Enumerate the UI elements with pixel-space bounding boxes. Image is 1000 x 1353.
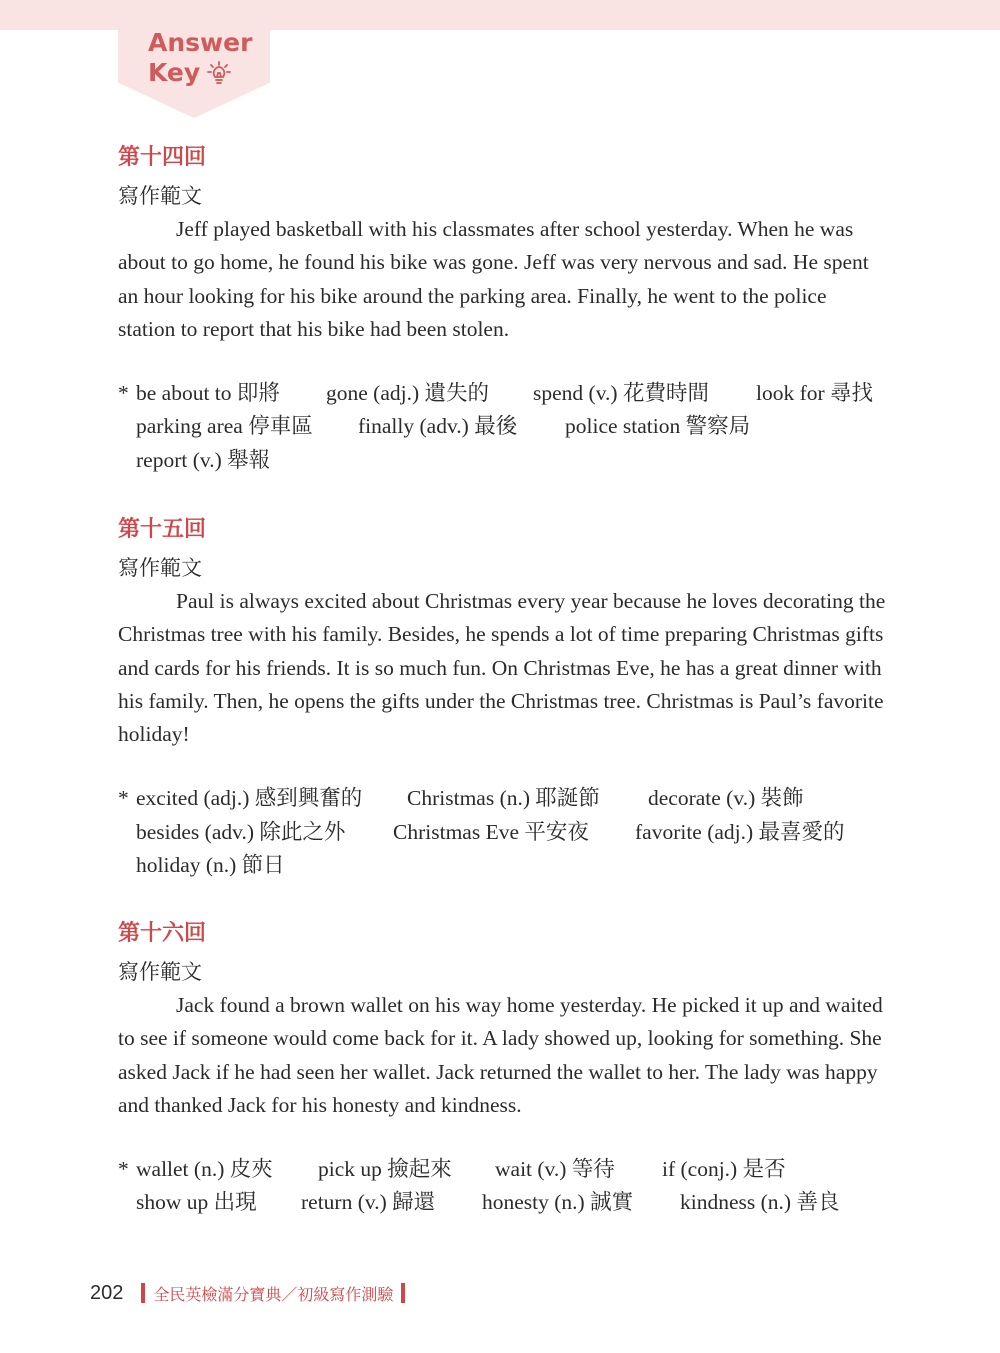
vocab-item: police station 警察局	[565, 414, 751, 439]
bullet-star: *	[118, 786, 129, 811]
vocab-item: look for 尋找	[756, 381, 874, 406]
section-title: 第十六回	[118, 921, 207, 946]
model-essay: Jack found a brown wallet on his way home yesterday. He picked it up and waited to see if someone would come back for it. A lady showed up, looking for something. She asked Jack if he had seen her wallet. Jack returned the wallet to her. The lady was happy and thanked Jack for his honesty and kindness.	[118, 993, 883, 1117]
vocab-item: besides (adv.) 除此之外	[136, 819, 346, 844]
vocab-item: show up 出現	[136, 1190, 257, 1215]
model-essay: Jeff played basketball with his classmates after school yesterday. When he was about to go home, he found his bike was gone. Jeff was very nervous and sad. He spent an hour looking for his bike around the parking area. Finally, he went to the police station to report that his bike had been stolen.	[118, 217, 869, 341]
vocab-item: spend (v.) 花費時間	[533, 381, 709, 406]
vocab-item: gone (adj.) 遺失的	[326, 381, 490, 406]
vocab-list	[118, 1153, 888, 1220]
vocab-item: excited (adj.) 感到興奮的	[136, 786, 363, 811]
vocab-item: pick up 撿起來	[318, 1157, 452, 1182]
vocab-item: kindness (n.) 善良	[680, 1190, 840, 1215]
section-title: 第十五回	[118, 517, 207, 542]
vocab-item: finally (adv.) 最後	[358, 414, 518, 439]
book-title: 全民英檢滿分寶典／初級寫作測驗	[153, 1284, 394, 1304]
section-subtitle: 寫作範文	[118, 960, 202, 984]
vocab-item: holiday (n.) 節日	[136, 853, 285, 878]
vocab-item: be about to 即將	[136, 381, 280, 406]
section-14	[118, 141, 888, 477]
vocab-item: return (v.) 歸還	[301, 1190, 436, 1215]
vocab-item: honesty (n.) 誠實	[482, 1190, 634, 1215]
vocab-item: wallet (n.) 皮夾	[136, 1157, 273, 1182]
vocab-item: Christmas Eve 平安夜	[393, 819, 589, 844]
tab-line-1: Answer	[148, 28, 253, 57]
vocab-list	[118, 782, 888, 882]
bullet-star: *	[118, 1157, 129, 1182]
model-essay: Paul is always excited about Christmas every year because he loves decorating the Christmas tree with his family. Besides, he spends a lot of time preparing Christmas gifts and cards for his friends. It is so much fun. On Christmas Eve, he has a great dinner with his family. Then, he opens the gifts under the Christmas tree. Christmas is Paul’s favorite holiday!	[118, 589, 886, 747]
vocab-list	[118, 377, 888, 477]
page-number: 202	[90, 1281, 124, 1304]
section-16	[118, 917, 888, 1220]
section-subtitle: 寫作範文	[118, 556, 202, 580]
tab-line-2: Key	[148, 58, 201, 87]
answer-key-label	[148, 28, 252, 88]
vocab-item: parking area 停車區	[136, 414, 313, 439]
vocab-item: if (conj.) 是否	[662, 1157, 786, 1182]
page-footer	[90, 1278, 405, 1308]
vocab-item: favorite (adj.) 最喜愛的	[635, 819, 845, 844]
lightbulb-icon	[206, 60, 232, 86]
vocab-item: wait (v.) 等待	[495, 1157, 615, 1182]
footer-divider	[401, 1283, 405, 1303]
vocab-item: Christmas (n.) 耶誕節	[407, 786, 600, 811]
section-title: 第十四回	[118, 145, 207, 170]
section-15	[118, 513, 888, 882]
section-subtitle: 寫作範文	[118, 184, 202, 208]
bullet-star: *	[118, 381, 129, 406]
footer-divider	[141, 1283, 145, 1303]
vocab-item: decorate (v.) 裝飾	[648, 786, 804, 811]
vocab-item: report (v.) 舉報	[136, 447, 271, 472]
